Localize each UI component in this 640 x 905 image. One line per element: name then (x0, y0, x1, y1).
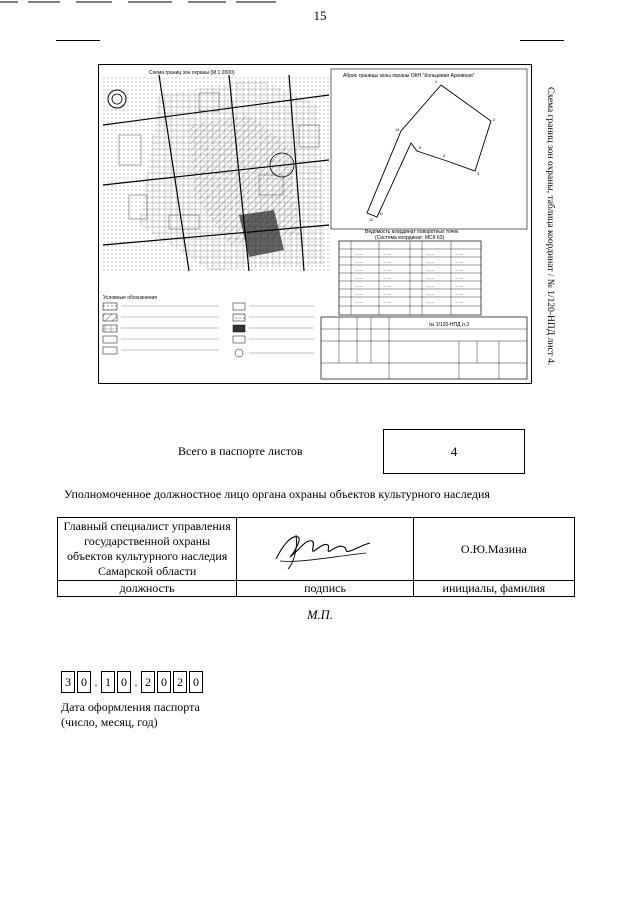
city-plan (103, 70, 329, 271)
svg-text:— —: — — (355, 252, 363, 256)
svg-text:— —: — — (455, 292, 463, 296)
initials-cell: О.Ю.Мазина (413, 518, 574, 581)
svg-text:11: 11 (379, 211, 384, 216)
date-digit: 0 (157, 671, 171, 693)
svg-text:1: 1 (435, 79, 438, 84)
svg-text:— —: — — (455, 300, 463, 304)
svg-text:— —: — — (426, 252, 434, 256)
scheme-title: Схема границ зон охраны (М 1:2000) (149, 70, 235, 76)
authority-heading: Уполномоченное должностное лицо органа охраны объектов культурного наследия (64, 487, 490, 501)
svg-text:— —: — — (426, 284, 434, 288)
svg-text:3: 3 (477, 171, 480, 176)
svg-text:— —: — — (383, 292, 391, 296)
svg-text:— —: — — (455, 276, 463, 280)
date-label (61, 700, 200, 730)
position-cell: Главный специалист управления государственной охраны объектов культурного наследия Самарской области (58, 518, 237, 581)
svg-text:4: 4 (443, 153, 446, 158)
svg-text:— —: — — (355, 276, 363, 280)
col-initials-label: инициалы, фамилия (413, 581, 574, 597)
svg-text:— —: — — (383, 260, 391, 264)
total-sheets-label: Всего в паспорте листов (178, 444, 303, 458)
date-digit: 2 (173, 671, 187, 693)
svg-text:— —: — — (383, 300, 391, 304)
header-rule-left (56, 40, 100, 41)
handwritten-signature (270, 523, 380, 571)
date-digit: 1 (101, 671, 115, 693)
date-digit: 0 (117, 671, 131, 693)
signature-table (57, 517, 575, 597)
stamp-place: М.П. (307, 608, 333, 622)
svg-text:12: 12 (369, 217, 374, 222)
svg-text:— —: — — (455, 284, 463, 288)
svg-text:— —: — — (426, 300, 434, 304)
map-drawing (99, 65, 531, 383)
svg-text:— —: — — (383, 284, 391, 288)
coords-system: (Система координат: МСК 63) (375, 235, 445, 241)
svg-text:— —: — — (455, 268, 463, 272)
svg-text:— —: — — (355, 292, 363, 296)
svg-text:2: 2 (493, 117, 496, 122)
date-digit: 0 (189, 671, 203, 693)
issue-date (61, 671, 205, 693)
outline-title: Абрис границы зоны охраны ОКН "Кольцевая Архивная" (343, 73, 475, 79)
total-sheets-value: 4 (383, 429, 525, 474)
date-digit: 2 (141, 671, 155, 693)
signature-cell (237, 518, 413, 581)
svg-text:— —: — — (455, 260, 463, 264)
svg-text:— —: — — (426, 268, 434, 272)
coords-title: Ведомость координат поворотных точек (365, 229, 459, 235)
side-caption-wrap (540, 87, 558, 366)
stamp-code: № 1/120-НПД л.3 (429, 322, 469, 328)
svg-text:— —: — — (383, 252, 391, 256)
coordinates-table (339, 229, 481, 315)
page-number: 15 (313, 8, 327, 23)
top-dash-marks (0, 0, 640, 6)
svg-text:— —: — — (383, 276, 391, 280)
date-label-line1: Дата оформления паспорта (61, 700, 200, 714)
side-caption: Схема границ зон охраны, таблица координат / № 1/120-НПД лист 4. (545, 87, 555, 366)
svg-text:5: 5 (419, 145, 422, 150)
svg-text:— —: — — (426, 260, 434, 264)
svg-text:— —: — — (383, 268, 391, 272)
outline-sketch (331, 69, 527, 229)
legend-title: Условные обозначения (103, 295, 158, 301)
date-separator: . (94, 674, 98, 689)
col-position-label: должность (58, 581, 237, 597)
col-signature-label: подпись (237, 581, 413, 597)
date-label-line2: (число, месяц, год) (61, 715, 158, 729)
svg-text:— —: — — (426, 276, 434, 280)
date-separator: . (134, 674, 138, 689)
svg-text:— —: — — (355, 260, 363, 264)
svg-text:— —: — — (426, 292, 434, 296)
header-rule-right (520, 40, 564, 41)
svg-text:14: 14 (395, 127, 400, 132)
svg-text:— —: — — (355, 300, 363, 304)
date-digit: 0 (77, 671, 91, 693)
date-digit: 3 (61, 671, 75, 693)
map-sheet (98, 64, 532, 384)
svg-text:— —: — — (355, 284, 363, 288)
map-legend (103, 295, 314, 357)
title-block (321, 317, 527, 379)
svg-text:— —: — — (355, 268, 363, 272)
svg-text:— —: — — (455, 252, 463, 256)
